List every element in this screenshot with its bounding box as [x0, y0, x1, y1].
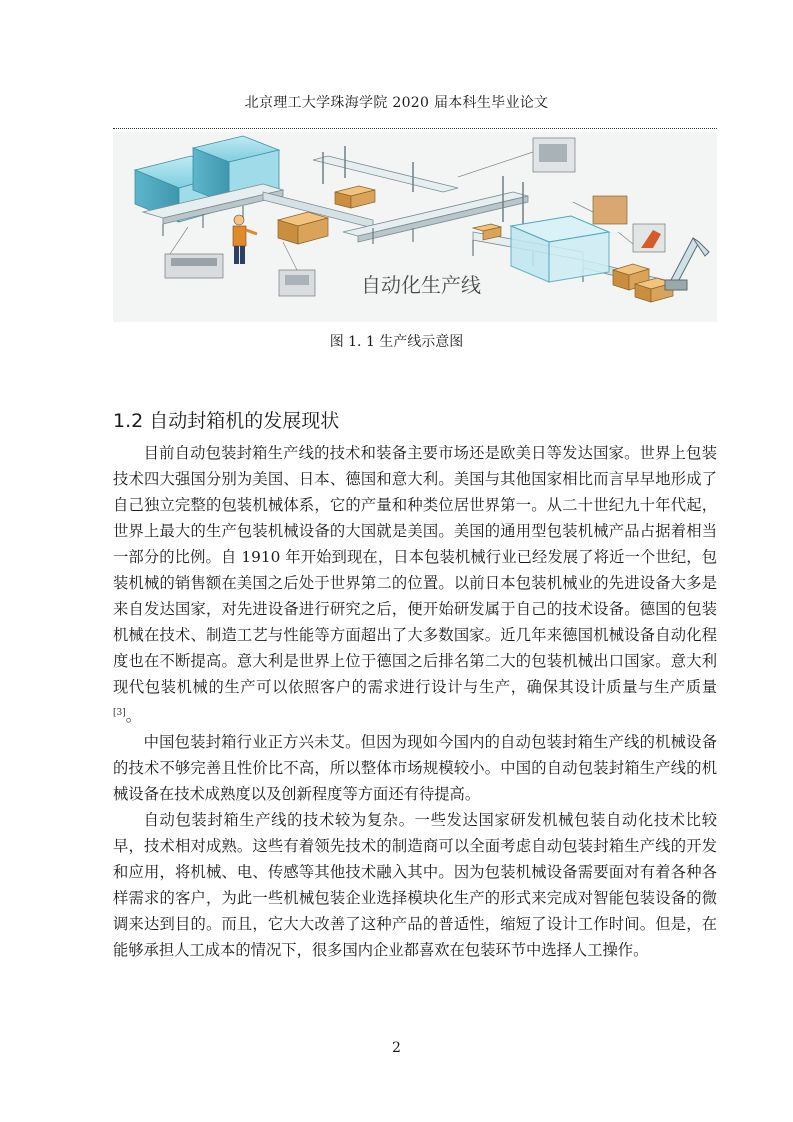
figure-caption: 图 1. 1 生产线示意图 — [329, 334, 464, 350]
header-rule — [113, 128, 717, 129]
paragraph — [113, 440, 717, 729]
paragraph: 自动包装封箱生产线的技术较为复杂。一些发达国家研发机械包装自动化技术比较早，技术相对成熟。这些有着领先技术的制造商可以全面考虑自动包装封箱生产线的开发和应用，将机械、电、传感等其他技术融入其中。因为包装机械设备需要面对有着各种各样需求的客户，为此一些机械包装企业选择模块化生产的形式来完成对智能包装设备的微调来达到目的。而且，它大大改善了这种产品的普适性，缩短了设计工作时间。但是，在能够承担人工成本的情况下，很多国内企业都喜欢在包装环节中选择人工操作。 — [113, 811, 717, 960]
page-header: 北京理工大学珠海学院 2020 届本科生毕业论文 — [244, 95, 549, 111]
section-heading: 1.2 自动封箱机的发展现状 — [113, 410, 340, 432]
paragraph-text: 目前自动包装封箱生产线的技术和装备主要市场还是欧美日等发达国家。世界上包装技术四大强国分别为美国、日本、德国和意大利。美国与其他国家相比而言早早地形成了自己独立完整的包装机械体系，它的产量和种类位居世界第一。从二十世纪九十年代起，世界上最大的生产包装机械设备的大国就是美国。美国的通用型包装机械产品占据着相当一部分的比例。自 1910 年开始到现在，日本包装机械行业已经发展了将近一个世纪，包装机械的销售额在美国之后处于世界第二的位置。以前日本包装机械业的先进设备大多是来自发达国家，对先进设备进行研究之后，便开始研发属于自己的技术设备。德国的包装机械在技术、制造工艺与性能等方面超出了大多数国家。近几年来德国机械设备自动化程度也在不断提高。意大利是世界上位于德国之后排名第二大的包装机械出口国家。意大利现代包装机械的生产可以依照客户的需求进行设计与生产，确保其设计质量与生产质量 — [113, 444, 717, 696]
page-number: 2 — [392, 1040, 401, 1056]
sealing-cabinet — [511, 216, 609, 282]
paragraph: 中国包装封箱行业正方兴未艾。但因为现如今国内的自动包装封箱生产线的机械设备的技术不够完善且性价比不高，所以整体市场规模较小。中国的自动包装封箱生产线的机械设备在技术成熟度以及创新程度等方面还有待提高。 — [113, 733, 717, 804]
figure-overlay-text: 自动化生产线 — [361, 273, 481, 297]
body-text — [113, 440, 717, 963]
production-line-figure — [113, 132, 717, 322]
paragraph-tail: 。 — [125, 707, 142, 726]
citation-marker: [3] — [113, 708, 126, 718]
production-line-illustration — [113, 132, 717, 322]
